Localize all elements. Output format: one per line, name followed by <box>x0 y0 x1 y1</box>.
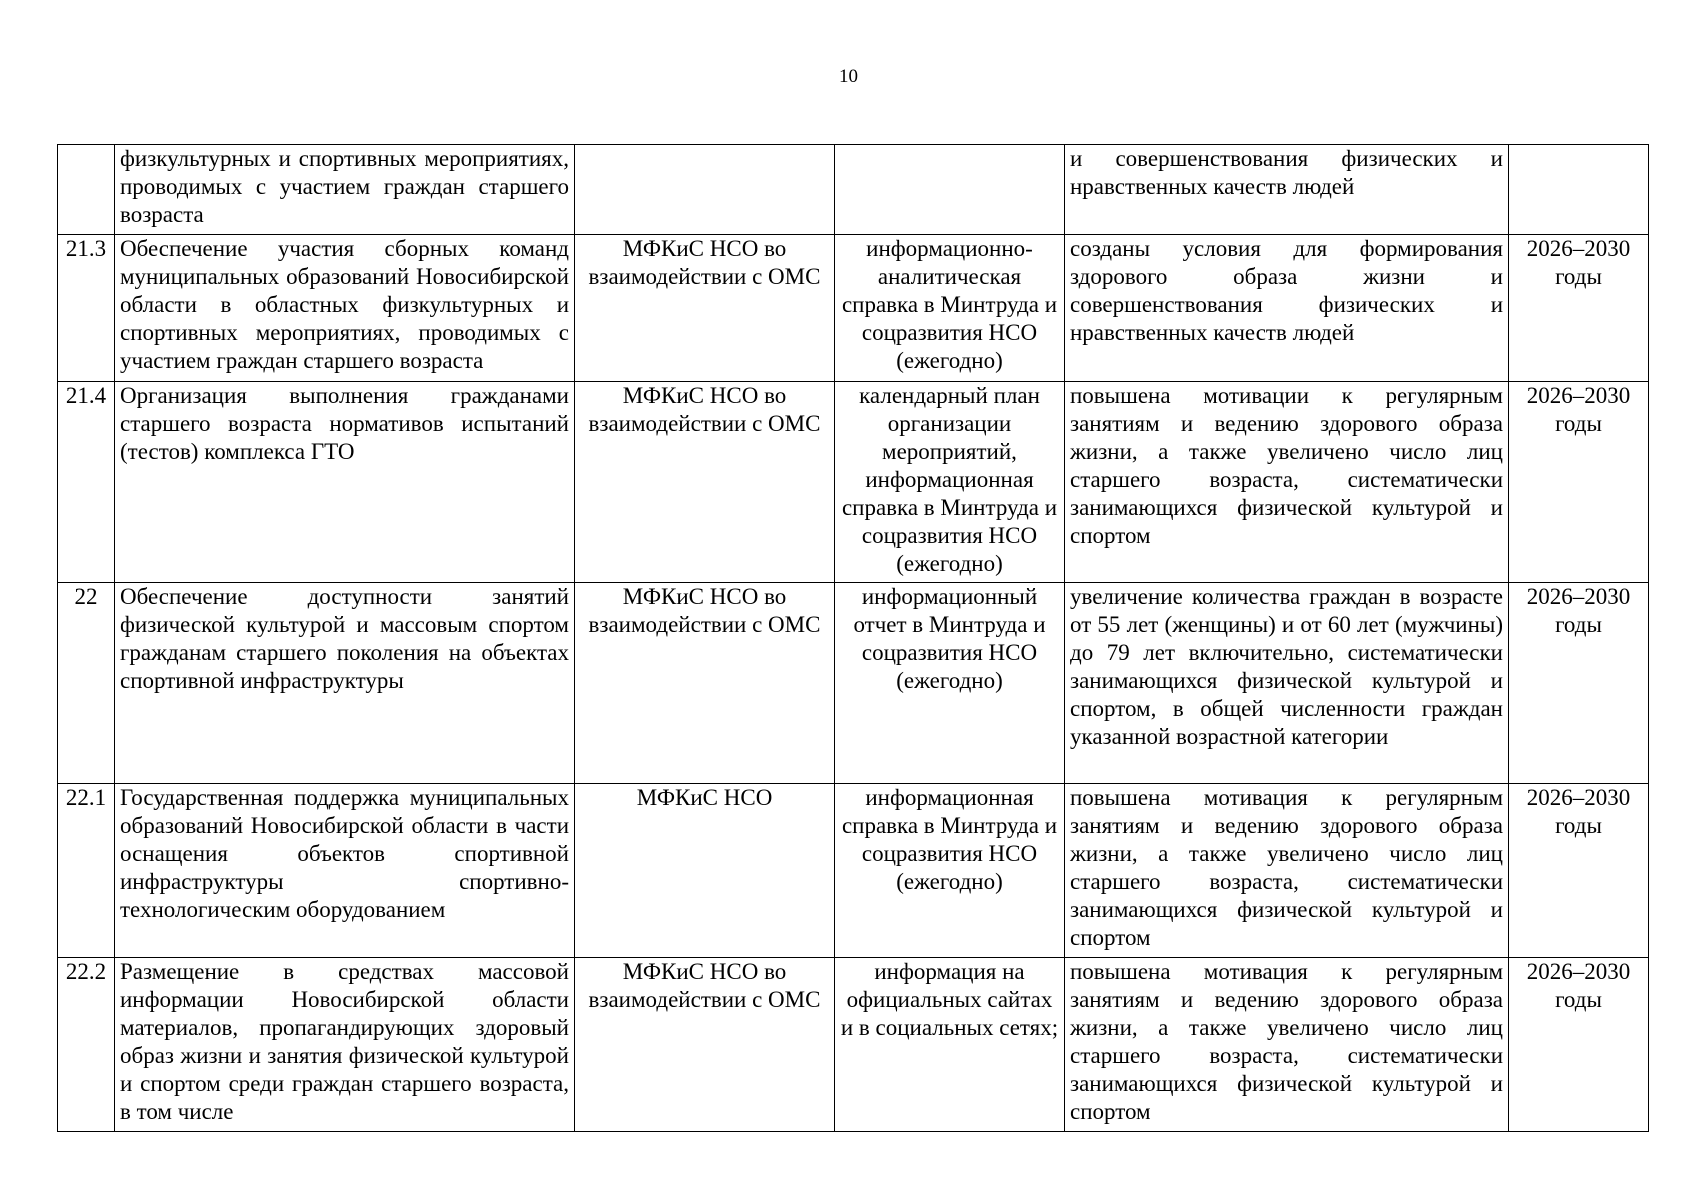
expected-effect-cell: повышена мотивация к регулярным занятиям и ведению здорового образа жизни, а также увеличено число лиц старшего возраста, систематически занимающихся физической культурой и спортом <box>1065 784 1509 958</box>
row-number-cell: 22 <box>58 583 115 784</box>
measure-cell: Обеспечение доступности занятий физической культурой и массовым спортом гражданам старшего поколения на объектах спортивной инфраструктуры <box>115 583 575 784</box>
result-form-cell: информационная справка в Минтруда и соцразвития НСО (ежегодно) <box>835 784 1065 958</box>
row-number-cell <box>58 145 115 235</box>
measure-cell: Государственная поддержка муниципальных образований Новосибирской области в части оснащения объектов спортивной инфраструктуры спортивно-технологическим оборудованием <box>115 784 575 958</box>
result-form-cell: календарный план организации мероприятий, информационная справка в Минтруда и соцразвития НСО (ежегодно) <box>835 382 1065 583</box>
table-row <box>58 583 1649 784</box>
table-row <box>58 958 1649 1132</box>
result-form-cell: информационно-аналитическая справка в Минтруда и соцразвития НСО (ежегодно) <box>835 235 1065 382</box>
expected-effect-cell: повышена мотивация к регулярным занятиям и ведению здорового образа жизни, а также увеличено число лиц старшего возраста, систематически занимающихся физической культурой и спортом <box>1065 958 1509 1132</box>
executor-cell: МФКиС НСО во взаимодействии с ОМС <box>575 382 835 583</box>
expected-effect-cell: и совершенствования физических и нравственных качеств людей <box>1065 145 1509 235</box>
period-cell: 2026–2030 годы <box>1509 382 1649 583</box>
expected-effect-cell: созданы условия для формирования здорового образа жизни и совершенствования физических и нравственных качеств людей <box>1065 235 1509 382</box>
result-form-cell: информация на официальных сайтах и в социальных сетях; <box>835 958 1065 1132</box>
row-number-cell: 22.1 <box>58 784 115 958</box>
result-form-cell: информационный отчет в Минтруда и соцразвития НСО (ежегодно) <box>835 583 1065 784</box>
period-cell: 2026–2030 годы <box>1509 958 1649 1132</box>
period-cell: 2026–2030 годы <box>1509 784 1649 958</box>
executor-cell: МФКиС НСО <box>575 784 835 958</box>
table-row <box>58 784 1649 958</box>
period-cell: 2026–2030 годы <box>1509 235 1649 382</box>
expected-effect-cell: повышена мотивации к регулярным занятиям и ведению здорового образа жизни, а также увеличено число лиц старшего возраста, систематически занимающихся физической культурой и спортом <box>1065 382 1509 583</box>
measures-table <box>57 144 1649 1132</box>
table-row <box>58 235 1649 382</box>
executor-cell <box>575 145 835 235</box>
executor-cell: МФКиС НСО во взаимодействии с ОМС <box>575 235 835 382</box>
expected-effect-cell: увеличение количества граждан в возрасте от 55 лет (женщины) и от 60 лет (мужчины) до 79 лет включительно, систематически занимающихся физической культурой и спортом, в общей численности граждан указанной возрастной категории <box>1065 583 1509 784</box>
executor-cell: МФКиС НСО во взаимодействии с ОМС <box>575 958 835 1132</box>
measure-cell: Размещение в средствах массовой информации Новосибирской области материалов, пропагандирующих здоровый образ жизни и занятия физической культурой и спортом среди граждан старшего возраста, в том числе <box>115 958 575 1132</box>
measure-cell: физкультурных и спортивных мероприятиях, проводимых с участием граждан старшего возраста <box>115 145 575 235</box>
row-number-cell: 22.2 <box>58 958 115 1132</box>
row-number-cell: 21.4 <box>58 382 115 583</box>
result-form-cell <box>835 145 1065 235</box>
table-row <box>58 145 1649 235</box>
row-number-cell: 21.3 <box>58 235 115 382</box>
page-number: 10 <box>839 66 858 87</box>
table-row <box>58 382 1649 583</box>
period-cell <box>1509 145 1649 235</box>
measure-cell: Обеспечение участия сборных команд муниципальных образований Новосибирской области в областных физкультурных и спортивных мероприятиях, проводимых с участием граждан старшего возраста <box>115 235 575 382</box>
measure-cell: Организация выполнения гражданами старшего возраста нормативов испытаний (тестов) комплекса ГТО <box>115 382 575 583</box>
period-cell: 2026–2030 годы <box>1509 583 1649 784</box>
executor-cell: МФКиС НСО во взаимодействии с ОМС <box>575 583 835 784</box>
